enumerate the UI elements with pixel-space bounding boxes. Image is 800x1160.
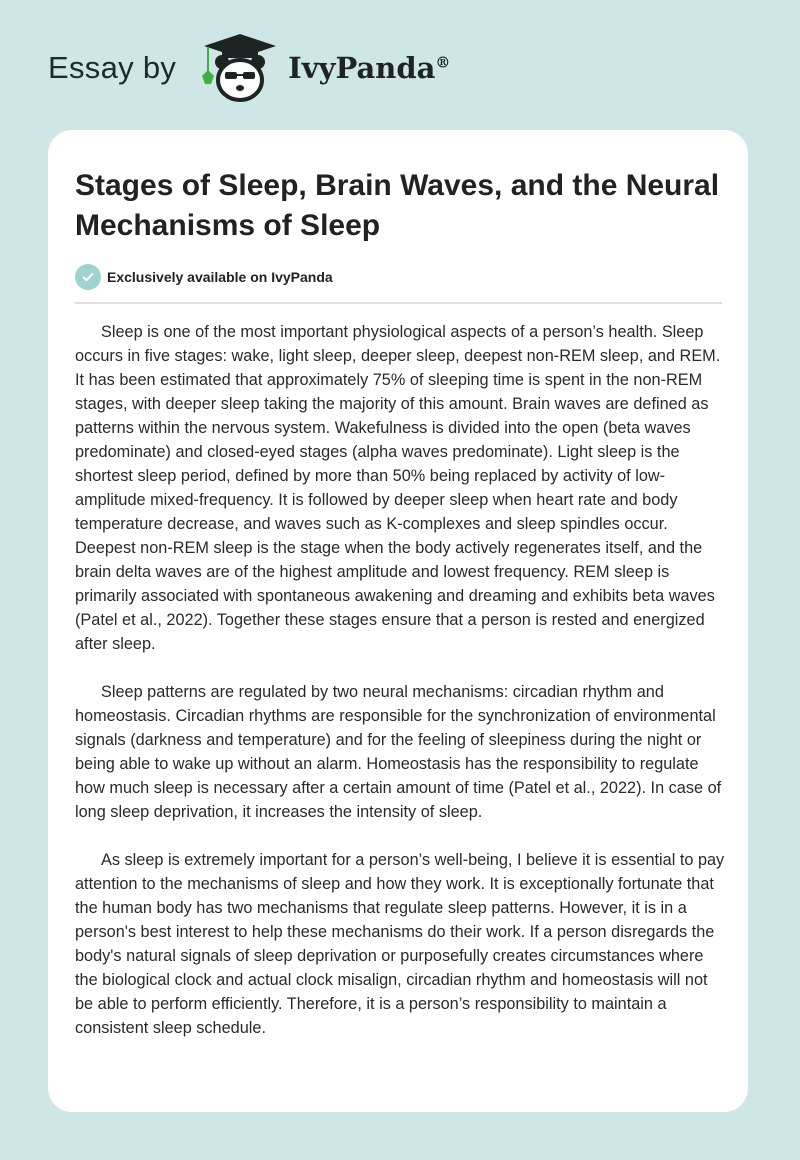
brand-name[interactable] — [288, 51, 450, 85]
brand-text: IvyPanda — [288, 50, 436, 85]
badge-text: Exclusively available on IvyPanda — [107, 269, 333, 285]
essay-body — [75, 320, 725, 1064]
exclusive-badge — [75, 264, 333, 290]
site-header — [48, 30, 450, 105]
paragraph: Sleep is one of the most important physiological aspects of a person’s health. Sleep occurs in five stages: wake, light sleep, deeper sleep, deepest non-REM sleep, and REM. It has been estimated that approximately 75% of sleeping time is spent in the non-REM stages, with deeper sleep taking the majority of this amount. Brain waves are defined as patterns within the nervous system. Wakefulness is divided into the open (beta waves predominate) and closed-eyed stages (alpha waves predominate). Light sleep is the shortest sleep period, defined by more than 50% being replaced by activity of low-amplitude mixed-frequency. It is followed by deeper sleep when heart rate and body temperature decrease, and waves such as K-complexes and sleep spindles occur. Deepest non-REM sleep is the stage when the body actively regenerates itself, and the brain delta waves are of the highest amplitude and lowest frequency. REM sleep is primarily associated with spontaneous awakening and dreaming and exhibits beta waves (Patel et al., 2022). Together these stages ensure that a person is rested and energized after sleep. — [75, 323, 721, 653]
paragraph: Sleep patterns are regulated by two neural mechanisms: circadian rhythm and homeostasis. Circadian rhythms are responsible for the synchronization of environmental signals (darkness and temperature) and for the feeling of sleepiness during the night or being able to wake up without an alarm. Homeostasis has the responsibility to regulate how much sleep is necessary after a certain amount of time (Patel et al., 2022). In case of long sleep deprivation, it increases the intensity of sleep. — [75, 683, 722, 821]
registered-mark: ® — [435, 52, 451, 71]
paragraph: As sleep is extremely important for a person’s well-being, I believe it is essential to pay attention to the mechanisms of sleep and how they work. It is exceptionally fortunate that the human body has two mechanisms that regulate sleep patterns. However, it is in a person's best interest to help these mechanisms do their work. If a person disregards the body's natural signals of sleep deprivation or purposefully creates circumstances where the biological clock and actual clock misalign, circadian rhythm and homeostasis will not be able to perform efficiently. Therefore, it is a person’s responsibility to maintain a consistent sleep schedule. — [75, 851, 725, 1037]
panda-logo-icon[interactable] — [194, 32, 282, 104]
page-title: Stages of Sleep, Brain Waves, and the Neural Mechanisms of Sleep — [75, 169, 720, 242]
divider — [75, 302, 722, 304]
essay-by-label: Essay by — [48, 49, 177, 85]
essay-card — [48, 130, 748, 1112]
check-icon — [75, 264, 101, 290]
